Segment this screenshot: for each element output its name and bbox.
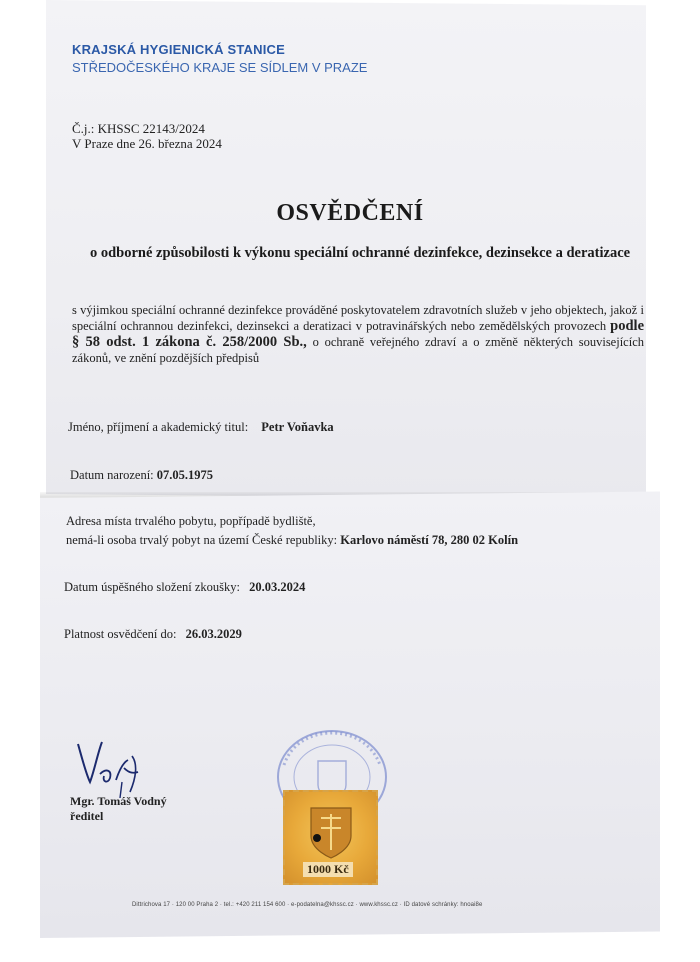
handwritten-signature (72, 738, 172, 798)
document-subtitle: o odborné způsobilosti k výkonu speciální ochranné dezinfekce, dezinsekce a deratizace (89, 245, 631, 261)
birth-label: Datum narození: (70, 468, 154, 482)
footer-contact: Dittrichova 17 · 120 00 Praha 2 · tel.: +420 211 154 600 · e-podatelna@khssc.cz · www.khssc.cz · ID datové schránky: hnoai8e (132, 902, 483, 908)
signer-name: Mgr. Tomáš Vodný (70, 794, 167, 808)
address-label-line2: nemá-li osoba trvalý pobyt na území České republiky: (66, 533, 338, 547)
validity-label: Platnost osvědčení do: (64, 627, 177, 641)
birth-value: 07.05.1975 (156, 468, 214, 482)
name-row (68, 420, 334, 435)
scope-text-1: s výjimkou speciální ochranné dezinfekce prováděné poskytovatelem zdravotních služeb v jeho objektech, jakož i speciální ochrannou dezinfekci, dezinsekci a deratizaci v potravinářských nebo zemědělských provozech (72, 303, 644, 333)
validity-value: 26.03.2029 (185, 627, 242, 641)
birth-row (70, 468, 213, 483)
document-title: OSVĚDČENÍ (276, 200, 424, 226)
signer-role: ředitel (70, 809, 104, 823)
issue-date: V Praze dne 26. března 2024 (72, 136, 222, 151)
fee-stamp-value: 1000 Kč (303, 862, 353, 877)
exam-value: 20.03.2024 (249, 580, 306, 594)
validity-row (64, 627, 242, 642)
coat-of-arms-icon (299, 802, 363, 862)
reference-number: Č.j.: KHSSC 22143/2024 (72, 121, 205, 136)
name-value: Petr Voňavka (261, 420, 334, 434)
scope-paragraph (72, 302, 644, 366)
exam-label: Datum úspěšného složení zkoušky: (64, 580, 241, 594)
signer-block (70, 794, 167, 824)
org-region: STŘEDOČESKÉHO KRAJE SE SÍDLEM V PRAZE (72, 60, 368, 75)
address-label-line1: Adresa místa trvalého pobytu, popřípadě bydliště, (66, 514, 316, 528)
exam-row (64, 580, 305, 595)
scope-legal-reference: podle § 58 odst. 1 zákona č. 258/2000 Sb., (72, 318, 644, 350)
address-value: Karlovo náměstí 78, 280 02 Kolín (340, 533, 519, 547)
name-label: Jméno, příjmení a akademický titul: (68, 420, 249, 434)
scope-text-2: o ochraně veřejného zdraví a o změně některých souvisejících zákonů, ve znění pozdějších předpisů (72, 335, 644, 365)
address-row (66, 533, 518, 548)
org-name: KRAJSKÁ HYGIENICKÁ STANICE (72, 42, 285, 57)
fee-revenue-stamp (283, 790, 378, 885)
